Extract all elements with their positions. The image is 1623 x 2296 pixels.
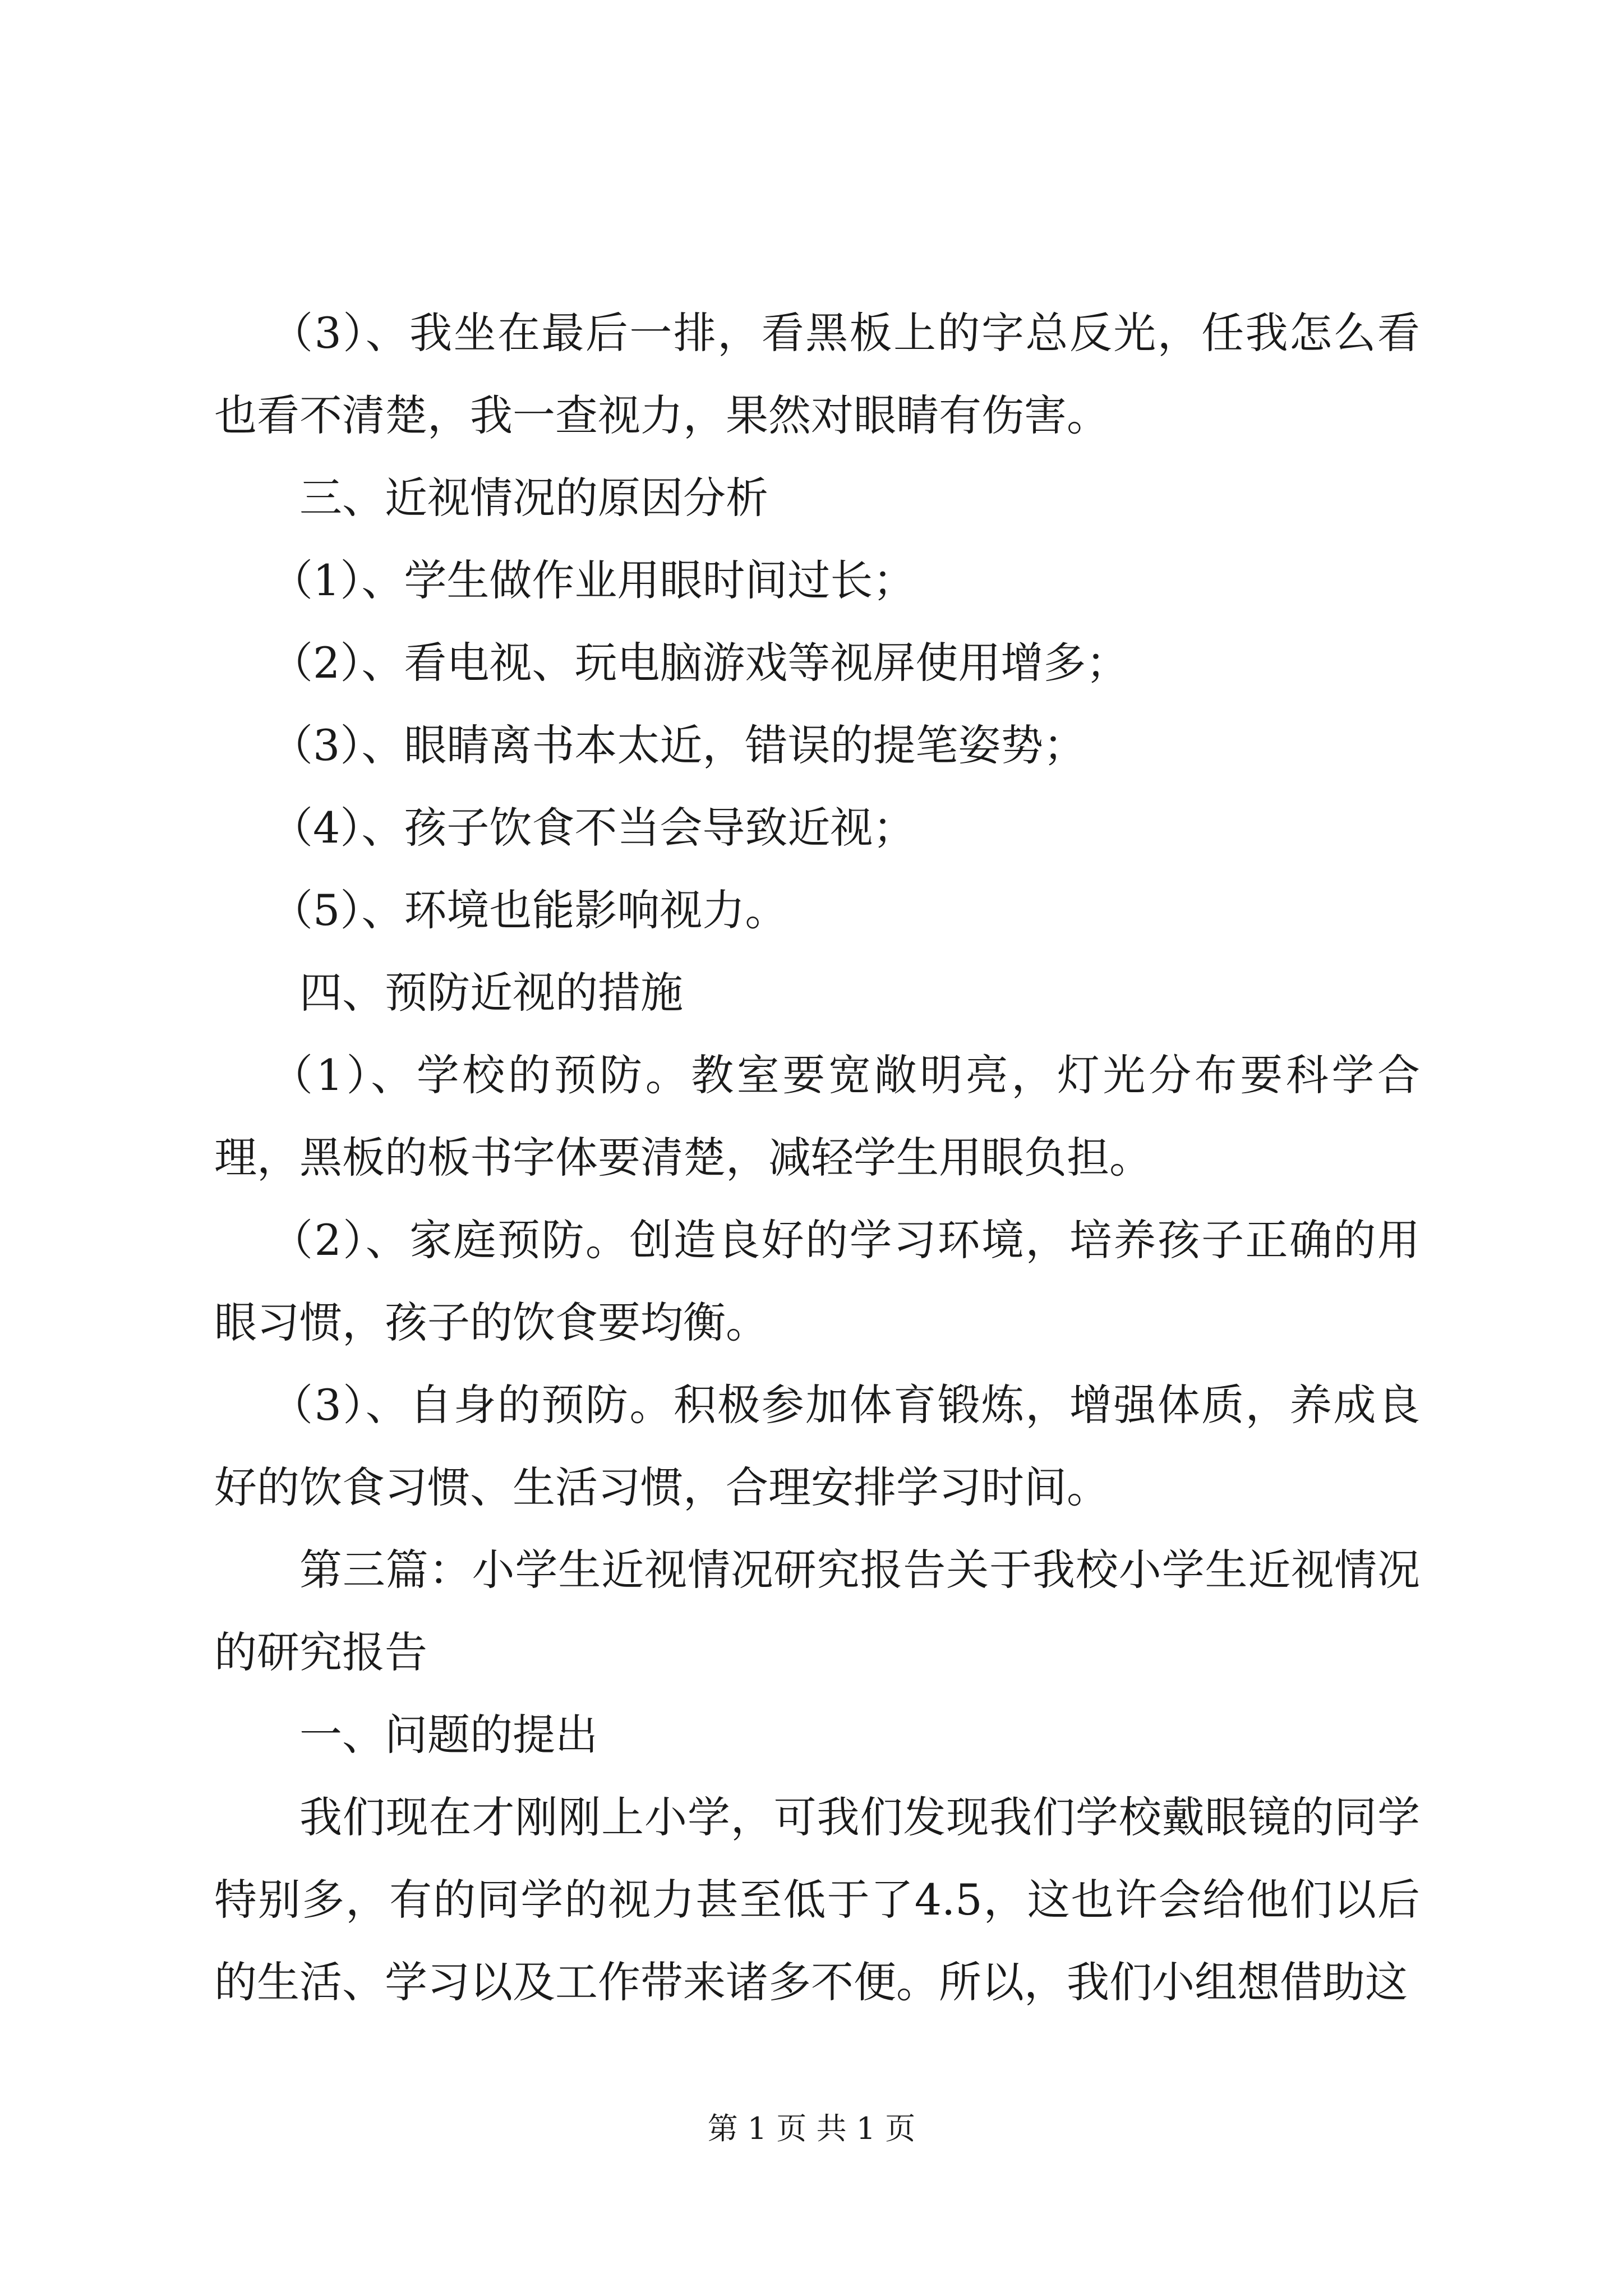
- prevention-item-1: （1）、学校的预防。教室要宽敞明亮，灯光分布要科学合理，黑板的板书字体要清楚，减轻学生用眼负担。: [214, 1050, 1420, 1182]
- section-heading-cause-analysis: 三、近视情况的原因分析: [299, 473, 768, 523]
- cause-item-3: （3）、眼睛离书本太近，错误的提笔姿势；: [270, 720, 1086, 770]
- page-footer: 第 1 页 共 1 页: [707, 2111, 916, 2146]
- paragraph-observation-3: （3）、我坐在最后一排，看黑板上的字总反光，任我怎么看也看不清楚，我一查视力，果然对眼睛有伤害。: [214, 308, 1420, 440]
- body-paragraph-intro: 我们现在才刚刚上小学，可我们发现我们学校戴眼镜的同学特别多，有的同学的视力甚至低于了4.5，这也许会给他们以后的生活、学习以及工作带来诸多不便。所以，我们小组想借助这: [214, 1792, 1420, 2007]
- cause-item-2: （2）、看电视、玩电脑游戏等视屏使用增多；: [270, 638, 1129, 688]
- prevention-item-2: （2）、家庭预防。创造良好的学习环境，培养孩子正确的用眼习惯，孩子的饮食要均衡。: [214, 1215, 1420, 1347]
- section-heading-problem: 一、问题的提出: [299, 1710, 598, 1760]
- cause-item-4: （4）、孩子饮食不当会导致近视；: [270, 803, 916, 853]
- prevention-item-3: （3）、自身的预防。积极参加体育锻炼，增强体质，养成良好的饮食习惯、生活习惯，合理安排学习时间。: [214, 1380, 1420, 1512]
- cause-item-5: （5）、环境也能影响视力。: [270, 885, 788, 935]
- cause-item-1: （1）、学生做作业用眼时间过长；: [270, 555, 916, 605]
- article-title-part-3: 第三篇：小学生近视情况研究报告关于我校小学生近视情况的研究报告: [214, 1545, 1420, 1677]
- document-body: [214, 292, 1420, 2023]
- section-heading-prevention: 四、预防近视的措施: [299, 968, 683, 1018]
